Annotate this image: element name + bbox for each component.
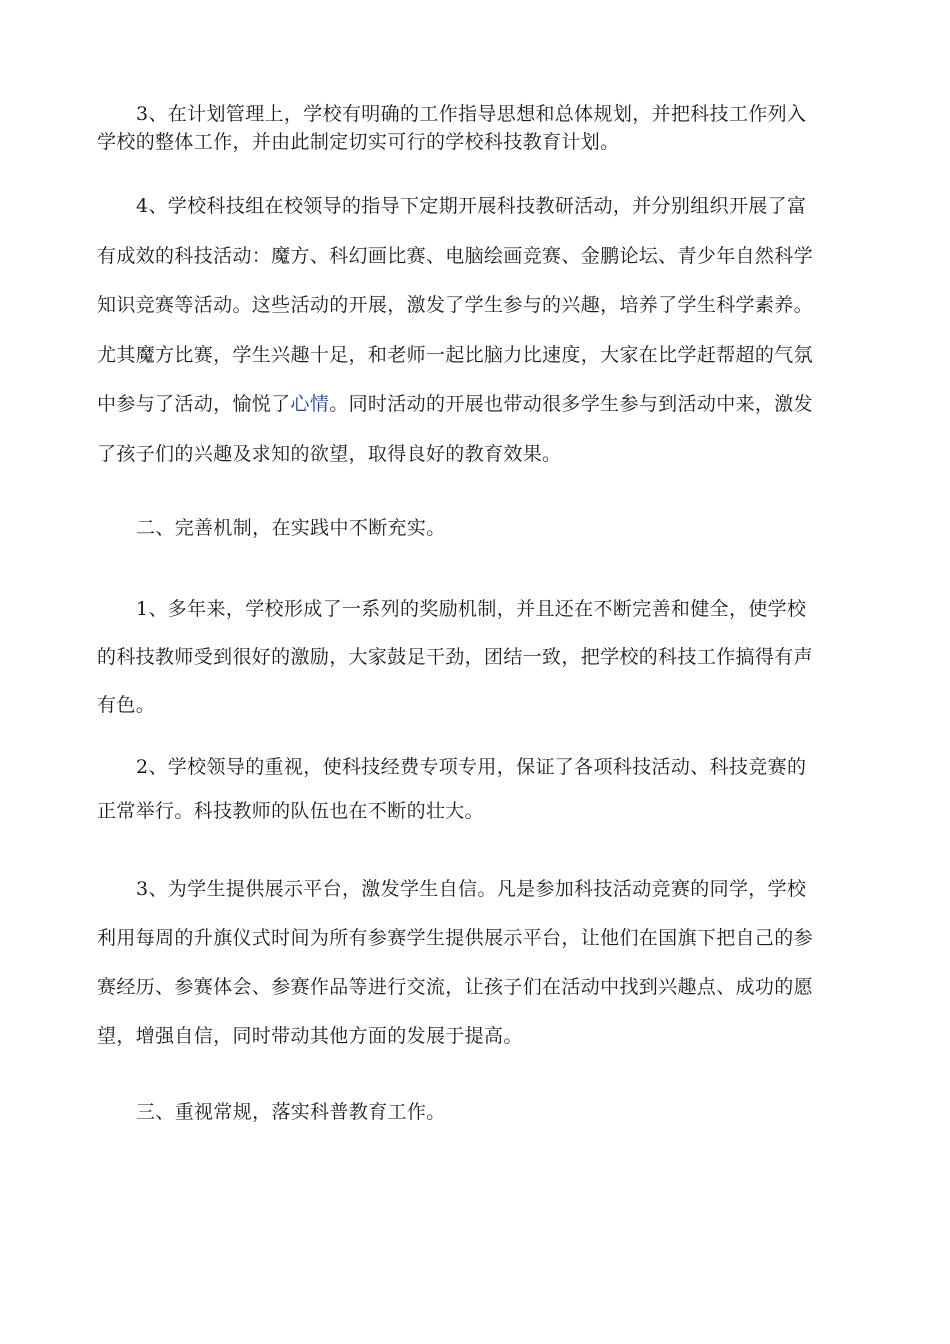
paragraph-activities <box>97 182 813 479</box>
section-heading-three <box>97 1098 446 1126</box>
text-line: 二、完善机制，在实践中不断充实。 <box>136 517 446 539</box>
text-line: 3、在计划管理上，学校有明确的工作指导思想和总体规划，并把科技工作列入 <box>136 103 807 125</box>
text-segment: 中参与了活动，愉悦了 <box>97 393 291 415</box>
text-line: 正常举行。科技教师的队伍也在不断的壮大。 <box>97 800 485 822</box>
text-line: 知识竞赛等活动。这些活动的开展，激发了学生参与的兴趣，培养了学生科学素养。 <box>97 294 813 316</box>
text-line: 尤其魔方比赛，学生兴趣十足，和老师一起比脑力比速度，大家在比学赶帮超的气氛 <box>97 343 813 366</box>
text-line: 4、学校科技组在校领导的指导下定期开展科技教研活动，并分别组织开展了富 <box>136 195 807 217</box>
xinqing-link[interactable]: 心情 <box>290 393 330 415</box>
paragraph-platform <box>97 865 813 1061</box>
text-line: 三、重视常规，落实科普教育工作。 <box>136 1101 446 1123</box>
text-line: 学校的整体工作，并由此制定切实可行的学校科技教育计划。 <box>97 131 620 153</box>
paragraph-funding <box>97 745 806 833</box>
text-line: 有成效的科技活动：魔方、科幻画比赛、电脑绘画竞赛、金鹏论坛、青少年自然科学 <box>97 244 813 267</box>
text-line: 1、多年来，学校形成了一系列的奖励机制，并且还在不断完善和健全，使学校 <box>136 598 807 620</box>
text-line: 有色。 <box>97 694 156 716</box>
text-line: 利用每周的升旗仪式时间为所有参赛学生提供展示平台，让他们在国旗下把自己的参 <box>97 927 813 949</box>
text-segment: 。同时活动的开展也带动很多学生参与到活动中来，激发 <box>329 393 813 415</box>
paragraph-planning <box>97 100 806 156</box>
text-line <box>97 380 813 430</box>
section-heading-two <box>97 514 446 542</box>
text-line: 了孩子们的兴趣及求知的欲望，取得良好的教育效果。 <box>97 442 562 465</box>
paragraph-rewards <box>97 585 813 729</box>
text-line: 2、学校领导的重视，使科技经费专项专用，保证了各项科技活动、科技竞赛的 <box>136 756 807 778</box>
text-line: 的科技教师受到很好的激励，大家鼓足干劲，团结一致，把学校的科技工作搞得有声 <box>97 646 813 668</box>
text-line: 望，增强自信，同时带动其他方面的发展于提高。 <box>97 1025 523 1047</box>
text-line: 赛经历、参赛体会、参赛作品等进行交流，让孩子们在活动中找到兴趣点、成功的愿 <box>97 976 813 998</box>
text-line: 3、为学生提供展示平台，激发学生自信。凡是参加科技活动竞赛的同学，学校 <box>136 878 807 900</box>
